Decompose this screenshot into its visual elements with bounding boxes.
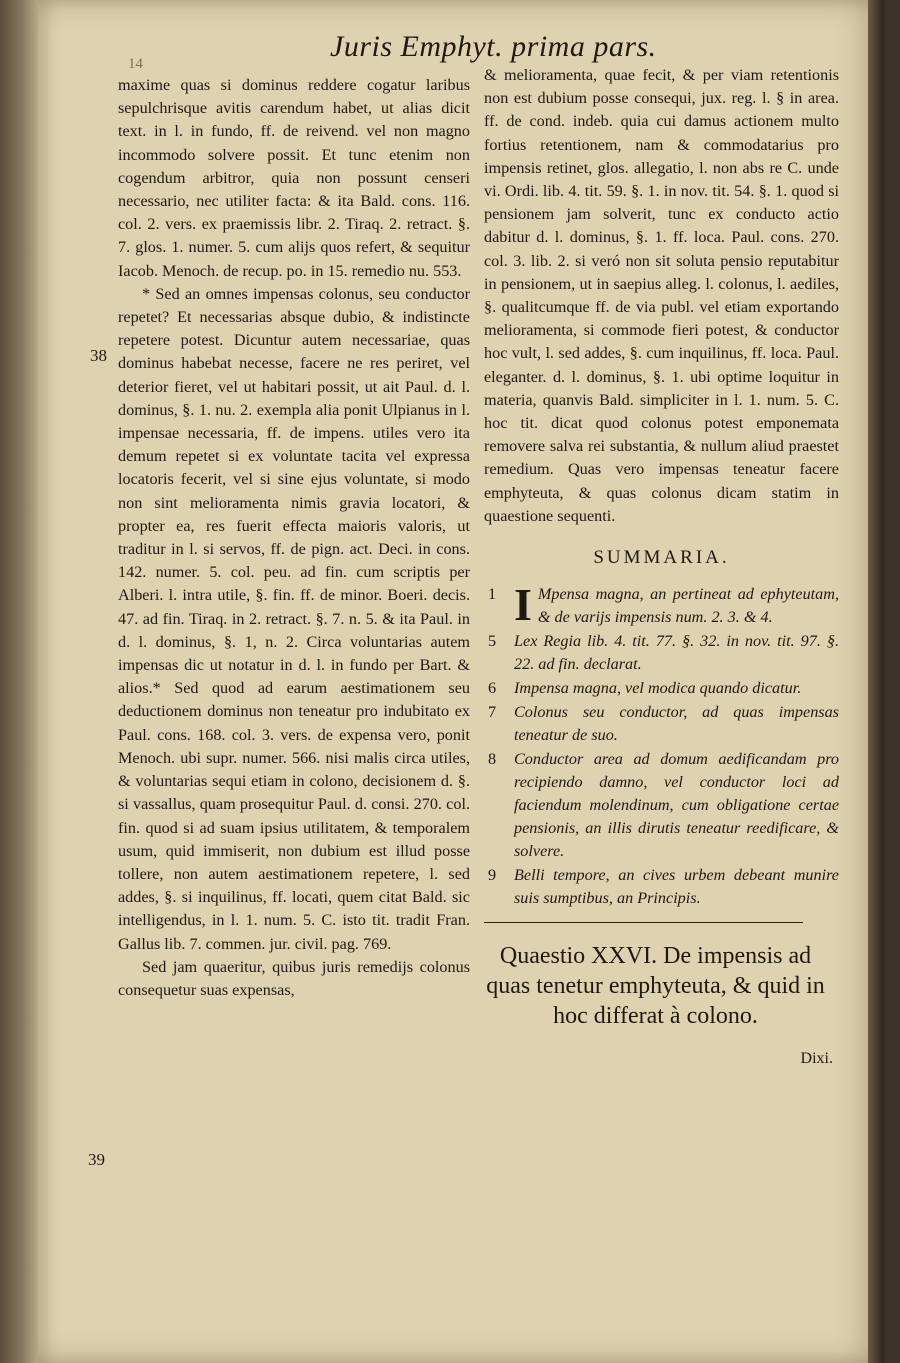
summary-text	[514, 579, 839, 631]
summary-body: Mpensa magna, an pertineat ad ephyteutam, & de varijs impensis num. 2. 3. & 4.	[537, 585, 839, 627]
question-heading: Quaestio XXVI. De impensis ad quas tenetur emphyteuta, & quid in hoc differat à colono.	[486, 943, 825, 1030]
catchword: Dixi.	[800, 1050, 833, 1068]
running-title: Juris Emphyt. prima pars.	[330, 30, 657, 63]
paragraph: maxime quas si dominus reddere cogatur laribus sepulchrisque avitis carendum habet, ut alias dicit text. in l. in fundo, ff. de reivend. vel non magno incommodo solvere possit. Et tunc etenim non cogendum arbitror, quia non possunt censeri necessario, nec utiliter facta: & ita Bald. cons. 116. col. 2. vers. ex praemissis libr. 2. Tiraq. 2. retract. §. 7. glos. 1. numer. 5. cum alijs quos refert, & sequitur Iacob. Menoch. de recup. po. in 15. remedio nu. 553.	[118, 76, 470, 280]
drop-cap: I	[514, 579, 532, 631]
summaria-title: SUMMARIA.	[593, 547, 730, 569]
paragraph: Sed jam quaeritur, quibus juris remedijs colonus consequetur suas expensas,	[118, 957, 470, 999]
margin-number: 38	[90, 346, 107, 365]
summary-text: Lex Regia lib. 4. tit. 77. §. 32. in nov. tit. 97. §. 22. ad fin. declarat.	[514, 632, 839, 674]
summary-text: Conductor area ad domum aedificandam pro recipiendo damno, vel conductor loci ad faciendum molendinum, cum obligatione certae pensionis, an illis dirutis teneatur reedificare, & solvere.	[514, 750, 839, 861]
summary-item	[484, 748, 839, 863]
margin-number: 39	[88, 1150, 105, 1169]
summary-item	[484, 864, 839, 910]
summary-number: 8	[488, 750, 497, 769]
paragraph: * Sed an omnes impensas colonus, seu conductor repetet? Et necessarias absque dubio, & indistincte repetere potest. Dicuntur autem necessariae, quas dominus habebat necesse, facere ne res periret, vel deterior fieret, vel ut habitari possit, ut ait Paul. d. l. dominus, §. 1. nu. 2. exempla alia ponit Ulpianus in l. impensae necessaria, ff. de impens. utiles vero ita demum repetet si ex voluntate tacita vel expressa locatoris fecerit, vel si sine ejus voluntate, si modo non sint melioramenta nimis gravia locatori, & propter ea, res fuerit effecta maioris valoris, ut traditur in l. si servos, ff. de pign. act. Deci. in cons. 142. numer. 5. col. peu. ad fin. cum scriptis per Alberi. l. intra utile, §. fin. ff. de minor. Boeri. decis. 47. ad fin. Tiraq. in 2. retract. §. 7. n. 5. & ita Paul. in d. l. dominus, §. 1, n. 2. Circa voluntarias autem impensas dic ut notatur in d. l. in fundo per Bart. & alios.* Sed quod ad earum aestimationem seu deductionem dominus non teneatur pro indubitato ex Paul. cons. 168. col. 3. vers. de expensa vero, ponit Menoch. ubi supr. numer. 566. nisi malis circa utiles, & voluntarias sequi etiam in colono, decisionem d. §. si vassallus, quam prosequitur Paul. d. consi. 270. col. fin. quod si ad suam ipsius utilitatem, & temporalem usum, quid immiserit, non dubium est illud posse tollere, non autem aestimationem repetere, l. sed addes, §. si inquilinus, ff. locati, quem citat Bald. sic intelligendus, in l. 1. num. 5. C. isto tit. tradit Fran. Gallus lib. 7. commen. jur. civil. pag. 769.	[118, 284, 470, 953]
page-edge	[868, 0, 884, 1363]
right-column	[484, 64, 839, 1070]
book-spine	[0, 0, 38, 1363]
summary-item	[484, 630, 839, 676]
summary-number: 9	[488, 866, 497, 885]
folio-number: 14	[128, 56, 143, 72]
summary-number: 7	[488, 703, 497, 722]
summary-item	[484, 579, 839, 631]
paragraph: & melioramenta, quae fecit, & per viam retentionis non est dubium posse consequi, jux. reg. l. § in area. ff. de cond. indeb. quia cui damus actionem multo fortius retentionem, nam & commodatarius pro impensis retinet, glos. allegatio, l. non abs re C. unde vi. Ordi. lib. 4. tit. 59. §. 1. in nov. tit. 54. §. 1. quod si pensionem jam solverit, tunc ex conducto actio dabitur d. l. dominus, §. 1. ff. loca. Paul. cons. 270. col. 3. lib. 2. si veró non sit soluta pensio reputabitur in pensionem, ut in saepius alleg. l. colonus, l. aediles, §. qualitcumque ff. de via publ. vel etiam exportando melioramenta, si commode fieri potest, & conductor hoc vult, l. sed addes, §. cum inquilinus, ff. loca. Paul. eleganter. d. l. dominus, §. 1. ubi optime loquitur in materia, quanvis Bald. simpliciter in l. 1. num. 5. C. hoc tit. dicat quod colonus potest emponemata removere salva rei substantia, & nullum aliud praestet remedium. Quas vero impensas teneatur facere emphyteuta, & quas colonus dicam statim in quaestione sequenti.	[484, 66, 839, 525]
summary-text: Impensa magna, vel modica quando dicatur.	[514, 679, 802, 698]
divider-rule	[484, 922, 803, 923]
summary-text: Belli tempore, an cives urbem debeant munire suis sumptibus, an Principis.	[514, 866, 839, 908]
summary-item	[484, 677, 839, 700]
summary-text: Colonus seu conductor, ad quas impensas teneatur de suo.	[514, 703, 839, 745]
left-column	[118, 74, 470, 1002]
summary-item	[484, 701, 839, 747]
summary-number: 1	[488, 585, 497, 604]
summary-number: 5	[488, 632, 497, 651]
summary-number: 6	[488, 679, 497, 698]
